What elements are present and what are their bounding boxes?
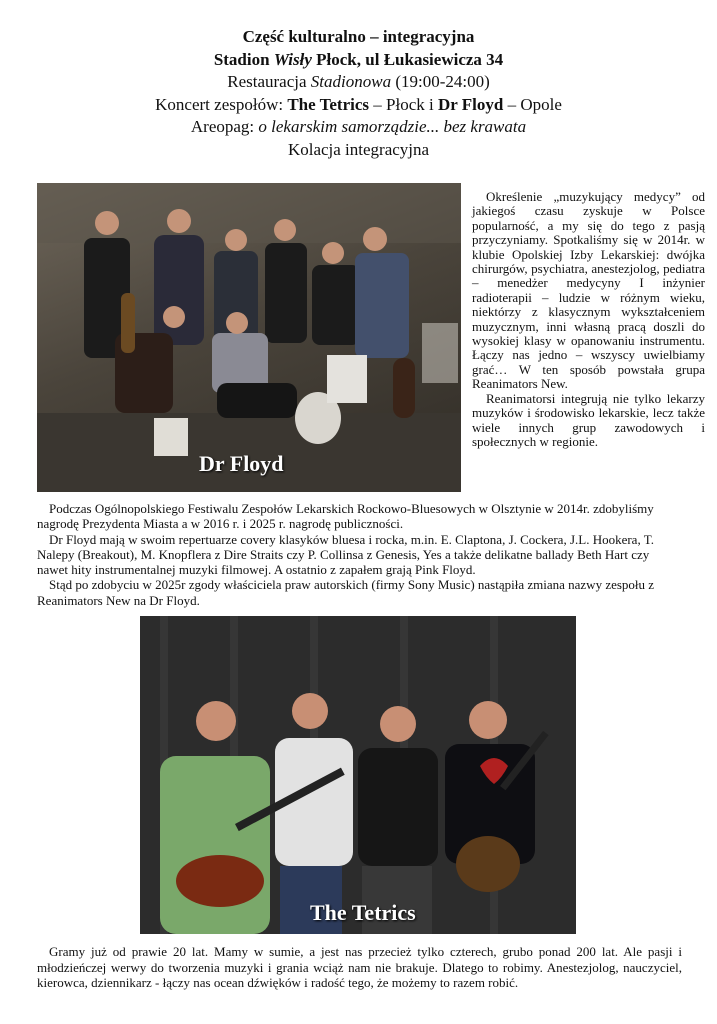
tetrics-description-text: [37, 944, 682, 991]
tetrics-photo-illustration: [140, 616, 576, 934]
header-line-3: Restauracja Stadionowa (19:00-24:00): [227, 72, 490, 91]
header-line-4: Koncert zespołów: The Tetrics – Płock i Dr Floyd – Opole: [155, 94, 562, 114]
side-paragraph: Reanimatorsi integrują nie tylko lekarzy muzyków i środowisko lekarskie, lecz także wiele innych grup zawodowych i społecznych w regionie.: [472, 390, 705, 449]
tetrics-paragraph: Gramy już od prawie 20 lat. Mamy w sumie, a jest nas przecież tylko czterech, grubo ponad 200 lat. Ale pasji i młodzieńczej werwy do tworzenia muzyki i grania wciąż nam nie brakuje. Dlatego to robimy. Anestezjolog, nauczyciel, kierowca, dziennikarz - łączy nas ocean dźwięków i radość tego, że możemy to razem robić.: [37, 944, 682, 990]
header-line-2: Stadion Wisły Płock, ul Łukasiewicza 34: [213, 49, 504, 69]
header-line-1: Część kulturalno – integracyjna: [242, 27, 475, 46]
history-paragraph: Stąd po zdobyciu w 2025r zgody właściciela praw autorskich (firmy Sony Music) nastąpiła zmiana nazwy zespołu z Reanimators New na Dr Floyd.: [37, 577, 655, 608]
dr-floyd-caption: Dr Floyd: [199, 451, 284, 476]
the-tetrics-caption: The Tetrics: [310, 900, 416, 925]
band-history-text: [37, 501, 679, 608]
header-line-5: Areopag: o lekarskim samorządzie... bez krawata: [190, 117, 527, 136]
header-line-6: Kolacja integracyjna: [287, 139, 430, 159]
dr-floyd-band-photo: [37, 183, 461, 492]
history-paragraph: Podczas Ogólnopolskiego Festiwalu Zespołów Lekarskich Rockowo-Bluesowych w Olsztynie w 2014r. zdobyliśmy nagrodę Prezydenta Miasta a w 2016 r. i 2025 r. nagrodę publiczności.: [37, 501, 654, 532]
side-column-text: [472, 190, 705, 449]
side-paragraph: Określenie „muzykujący medycy” od jakiegoś czasu zyskuje w Polsce popularność, a my się do tego z pasją przyczyniamy. Spotkaliśmy się w 2014r. w klubie Opolskiej Izby Lekarskiej: dwójka chirurgów, psychiatra, anestezjolog, pediatra – menedżer medycyny I inżynier radioterapii – ludzie w różnym wieku, niektórzy z klasycznym wykształceniem muzycznym, inni własną pracą doszli do wysokiej klasy w opanowaniu instrumentu. Łączy nas jedno – wszyscy uwielbiamy grać… W ten sposób powstała grupa Reanimators New.: [472, 189, 705, 392]
history-paragraph: Dr Floyd mają w swoim repertuarze covery klasyków bluesa i rocka, m.in. E. Claptona, J. Cockera, J.L. Hookera, T. Nalepy (Breakout), M. Knopflera z Dire Straits czy P. Collinsa z Genesis, Yes a także delikatne ballady Beth Hart czy nawet hity instrumentalnej muzyki filmowej. A ostatnio z zapałem grają Pink Floyd.: [37, 531, 654, 578]
dr-floyd-photo-illustration: [37, 183, 461, 492]
event-header: [0, 26, 717, 161]
the-tetrics-band-photo: [140, 616, 576, 934]
